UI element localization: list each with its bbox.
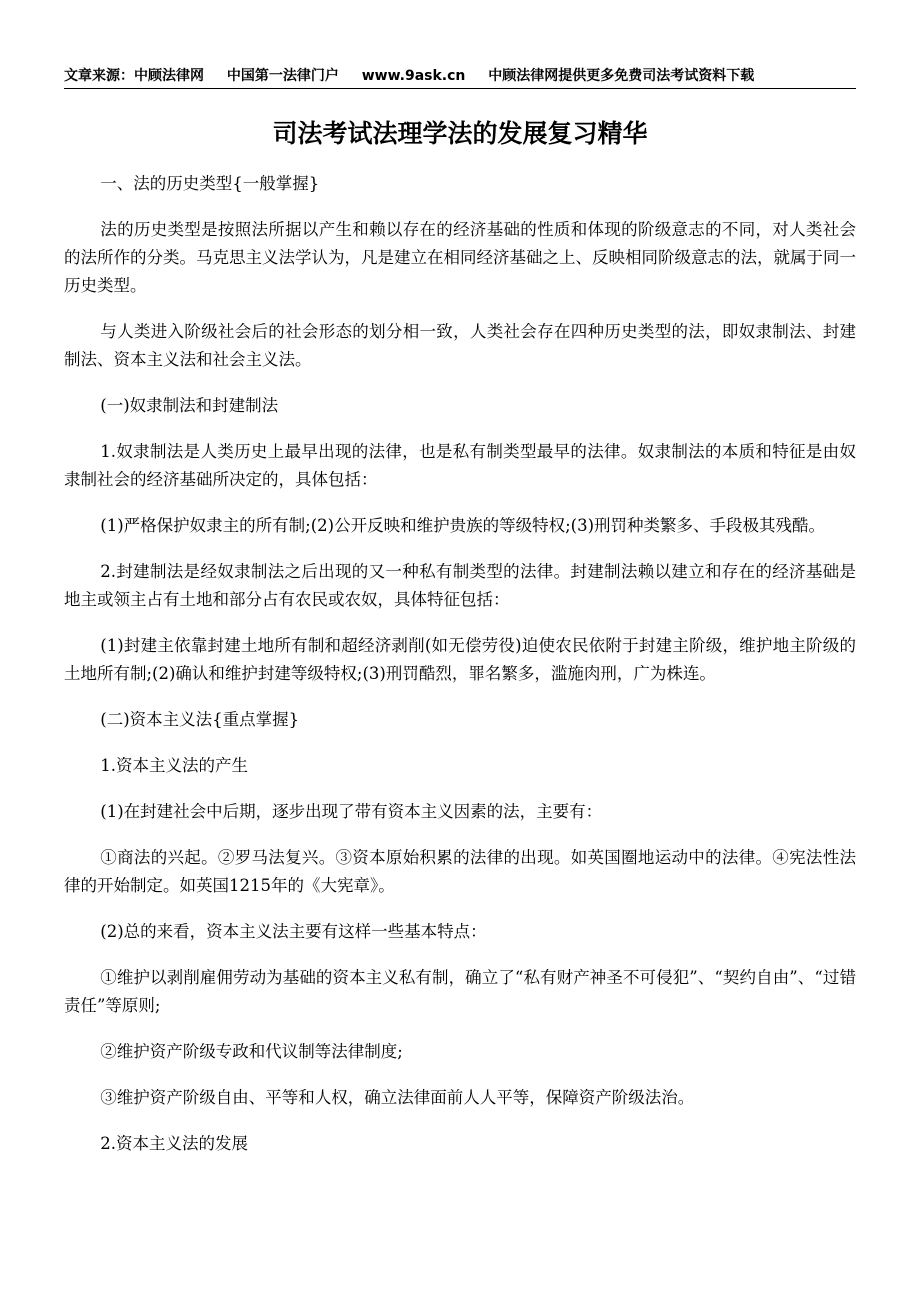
- paragraph: ②维护资产阶级专政和代议制等法律制度;: [100, 1042, 403, 1061]
- portal-slogan: 中国第一法律门户: [226, 68, 339, 84]
- page-header: [64, 64, 856, 89]
- paragraph: 1.资本主义法的产生: [100, 756, 249, 775]
- promo-text: 中顾法律网提供更多免费司法考试资料下载: [488, 68, 755, 84]
- paragraph: (1)在封建社会中后期，逐步出现了带有资本主义因素的法，主要有：: [100, 802, 603, 821]
- paragraph: 2.封建制法是经奴隶制法之后出现的又一种私有制类型的法律。封建制法赖以建立和存在的经济基础是地主或领主占有土地和部分占有农民或农奴，具体特征包括：: [64, 562, 856, 609]
- paragraph: (1)封建主依靠封建土地所有制和超经济剥削(如无偿劳役)迫使农民依附于封建主阶级，维护地主阶级的土地所有制;(2)确认和维护封建等级特权;(3)刑罚酷烈，罪名繁多，滥施肉刑，广为株连。: [64, 636, 856, 683]
- paragraph: ①商法的兴起。②罗马法复兴。③资本原始积累的法律的出现。如英国圈地运动中的法律。④宪法性法律的开始制定。如英国1215年的《大宪章》。: [64, 848, 856, 895]
- section-heading: 一、法的历史类型{一般掌握}: [100, 174, 320, 193]
- paragraph: (2)总的来看，资本主义法主要有这样一些基本特点：: [100, 922, 487, 941]
- paragraph: 法的历史类型是按照法所据以产生和赖以存在的经济基础的性质和体现的阶级意志的不同，对人类社会的法所作的分类。马克思主义法学认为，凡是建立在相同经济基础之上、反映相同阶级意志的法，就属于同一历史类型。: [64, 220, 856, 295]
- subsection-heading: (一)奴隶制法和封建制法: [100, 396, 279, 415]
- paragraph: 2.资本主义法的发展: [100, 1134, 249, 1153]
- document-body: [64, 170, 856, 1176]
- source-label: 文章来源：中顾法律网: [64, 68, 204, 84]
- paragraph: ③维护资产阶级自由、平等和人权，确立法律面前人人平等，保障资产阶级法治。: [100, 1088, 695, 1107]
- paragraph: ①维护以剥削雇佣劳动为基础的资本主义私有制，确立了“私有财产神圣不可侵犯”、“契约自由”、“过错责任”等原则;: [64, 968, 856, 1015]
- site-link[interactable]: www.9ask.cn: [361, 68, 466, 84]
- document-title: 司法考试法理学法的发展复习精华: [272, 119, 648, 148]
- paragraph: (1)严格保护奴隶主的所有制;(2)公开反映和维护贵族的等级特权;(3)刑罚种类繁多、手段极其残酷。: [100, 516, 826, 535]
- paragraph: 1.奴隶制法是人类历史上最早出现的法律，也是私有制类型最早的法律。奴隶制法的本质和特征是由奴隶制社会的经济基础所决定的，具体包括：: [64, 442, 856, 489]
- subsection-heading: (二)资本主义法{重点掌握}: [100, 710, 300, 729]
- paragraph: 与人类进入阶级社会后的社会形态的划分相一致，人类社会存在四种历史类型的法，即奴隶制法、封建制法、资本主义法和社会主义法。: [64, 322, 856, 369]
